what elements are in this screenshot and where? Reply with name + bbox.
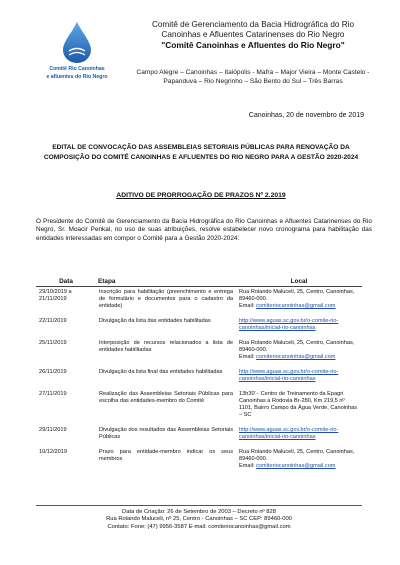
logo-caption-2: e afluentes do Rio Negro (46, 74, 108, 80)
row-step: Divulgação da lista das entidades habilitadas (99, 318, 211, 324)
org-line-3: "Comitê Canoinhas e Afluentes do Rio Negro" (161, 40, 345, 50)
row-date: 29/10/2019 a 21/11/2019 (39, 289, 72, 302)
row-local (236, 367, 362, 389)
row-local: 13h30' - Centro de Treinamento da Epagri Canoinhas a Rodovia Br-280, Km 219,5 nº 1101, Bairro Campo da Água Verde, Canoinhas – SC (239, 391, 358, 418)
row-local (236, 425, 362, 447)
schedule-table (36, 277, 362, 476)
email-label: Email: (239, 354, 257, 360)
member-municipalities: Campo Alegre – Canoinhas – Itaiópolis - Mafra – Major Vieira – Monte Castelo - Papanduva – Rio Negrinho – São Bento do Sul – Três Barras (136, 69, 370, 85)
local-address: Rua Rolando Maluceli, 25, Centro, Canoinhas, 89460-000. (239, 340, 355, 353)
footer-address: Rua Rolando Maluceli, nº 25, Centro - Canoinhas – SC CEP: 89460-000 (106, 516, 292, 523)
email-link[interactable]: comiteriocanoinhas@gmail.com (256, 463, 336, 469)
aditivo-title-text: ADITIVO DE PRORROGAÇÃO DE PRAZOS Nº 2.2019 (116, 192, 286, 199)
row-local (236, 287, 362, 317)
email-label: Email: (239, 303, 257, 309)
row-date: 25/11/2019 (39, 340, 67, 346)
table-row (36, 425, 362, 447)
table-header-row (36, 277, 362, 287)
aditivo-title (36, 192, 366, 199)
local-address: Rua Rolando Maluceli, 25, Centro, Canoinhas, 89460-000. (239, 449, 355, 462)
website-link[interactable]: http://www.aguas.sc.gov.br/o-comite-rio-canoinhas/inicial-rio-canoinhas (239, 318, 339, 331)
row-step: Interposição de recursos relacionados a lista de entidades habilitadas (99, 340, 233, 353)
table-row (36, 447, 362, 476)
email-link[interactable]: comiteriocanoinhas@gmail.com (256, 303, 336, 309)
edital-title: EDITAL DE CONVOCAÇÃO DAS ASSEMBLEIAS SETORIAIS PÚBLICAS PARA RENOVAÇÃO DA COMPOSIÇÃO DO COMITÊ CANOINHAS E AFLUENTES DO RIO NEGRO PARA A GESTÃO 2020-2024 (43, 144, 359, 161)
email-label: Email: (239, 463, 257, 469)
row-local (236, 316, 362, 338)
document-footer (36, 505, 362, 531)
footer-creation-date: Data de Criação: 26 de Setembro de 2003 – Decreto nº 828 (122, 509, 276, 515)
water-drop-icon (59, 20, 95, 64)
email-link[interactable]: comiteriocanoinhas@gmail.com (256, 354, 336, 360)
committee-logo (42, 20, 112, 88)
row-step: Inscrição para habilitação (preenchimento e entrega de formulário e documentos para o cadastro da entidade) (99, 289, 233, 309)
table-row (36, 338, 362, 367)
table-row (36, 316, 362, 338)
row-step: Prazo para entidade-membro indicar os seus membros (99, 449, 233, 462)
organization-name (124, 20, 382, 50)
document-date: Canoinhas, 20 de novembro de 2019 (248, 112, 364, 119)
row-step: Divulgação da lista final das entidades habilitadas (99, 369, 223, 375)
document-header (42, 16, 382, 96)
row-date: 27/11/2019 (39, 391, 67, 397)
header-step: Etapa (96, 277, 236, 287)
header-local: Local (236, 277, 362, 287)
website-link[interactable]: http://www.aguas.sc.gov.br/o-comite-rio-canoinhas/inicial-rio-canoinhas (239, 369, 339, 382)
org-line-1: Comitê de Gerenciamento da Bacia Hidrográfica do Rio (151, 20, 355, 29)
intro-paragraph: O Presidente do Comitê de Gerenciamento da Bacia Hidrográfica do Rio Canoinhas e Afluentes Catarinenses do Rio Negro, Sr. Moacir Penkal, no uso de suas atribuições, resolve estabelecer novo cronograma para habilitação das entidades interessadas em compor o Comitê para a Gestão 2020-2024: (36, 218, 372, 242)
table-row (36, 367, 362, 389)
table-row (36, 287, 362, 317)
row-date: 22/11/2019 (39, 318, 67, 324)
row-local (236, 338, 362, 367)
row-local (236, 447, 362, 476)
row-step: Realização das Assembleias Setoriais Públicas para escolha das entidades-membro do Comitê (99, 391, 233, 404)
row-date: 29/11/2019 (39, 427, 67, 433)
local-address: Rua Rolando Maluceli, 25, Centro, Canoinhas, 89460-000. (239, 289, 355, 302)
logo-caption-1: Comitê Rio Canoinhas (49, 66, 105, 72)
footer-contact: Contato: Fone: (47) 9956-3587 E-mail: comiteriocanoinhas@gmail.com (107, 523, 291, 530)
website-link[interactable]: http://www.aguas.sc.gov.br/o-comite-rio-canoinhas/inicial-rio-canoinhas (239, 427, 339, 440)
table-row (36, 389, 362, 425)
row-step: Divulgação dos resultados das Assembleias Setoriais Públicas (99, 427, 233, 440)
org-line-2: Canoinhas e Afluentes Catarinenses do Rio Negro (161, 30, 345, 39)
header-date: Data (36, 277, 96, 287)
row-date: 10/12/2019 (39, 449, 67, 455)
row-date: 26/11/2019 (39, 369, 67, 375)
